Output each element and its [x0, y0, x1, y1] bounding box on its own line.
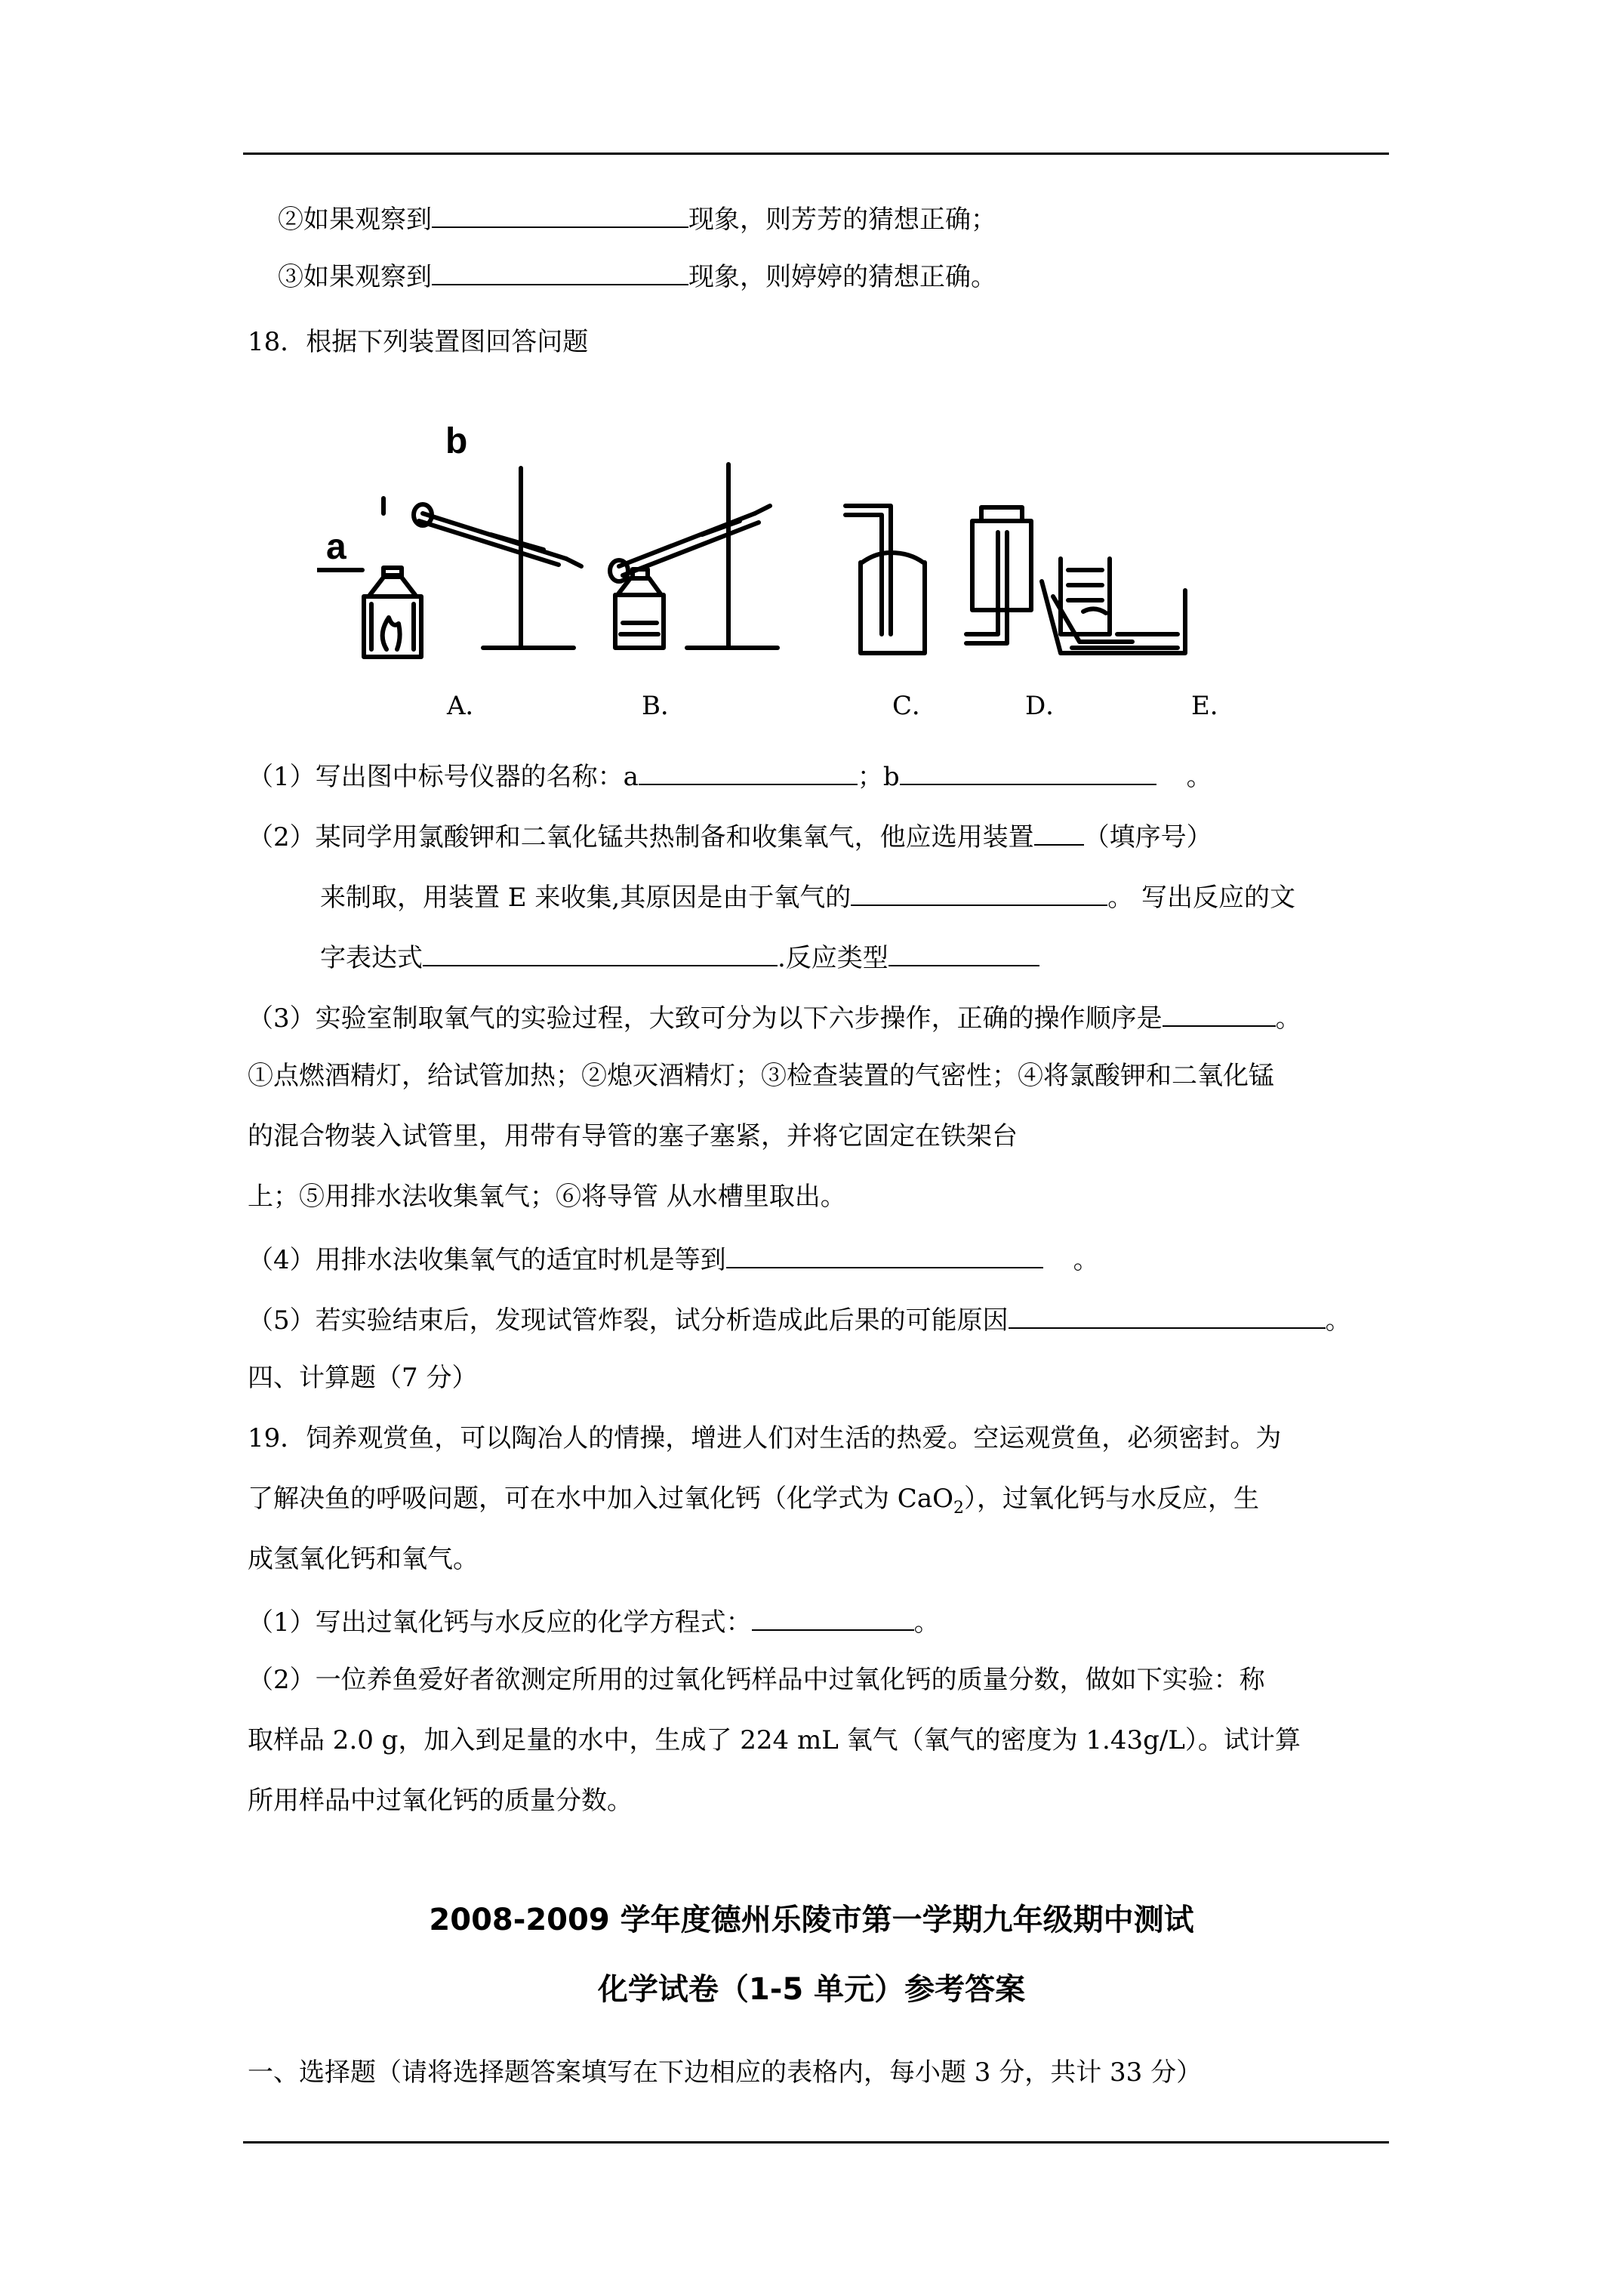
answer-blank[interactable]: [851, 877, 1107, 906]
apparatus-figure: [317, 408, 1329, 680]
q18-part-4: （4）用排水法收集氧气的适宜时机是等到 。: [248, 1240, 1099, 1274]
answer-blank[interactable]: [900, 757, 1156, 785]
label-C: C．: [892, 691, 938, 721]
q19-part-1: （1）写出过氧化钙与水反应的化学方程式： 。: [248, 1602, 940, 1637]
label-b: b: [445, 421, 468, 461]
q18-part-2-line-3: 字表达式 .反应类型: [320, 938, 1039, 972]
apparatus-c: [845, 506, 925, 653]
q18-part-2-line-1: （2）某同学用氯酸钾和二氧化锰共热制备和收集氧气，他应选用装置 （填序号）: [248, 817, 1212, 852]
q19-line-2: 了解决鱼的呼吸问题，可在水中加入过氧化钙（化学式为 CaO$_2$），过氧化钙与水反应，生: [248, 1484, 1259, 1518]
label-D: D．: [1025, 691, 1072, 721]
answer-blank[interactable]: [432, 199, 688, 228]
apparatus-a: [317, 468, 581, 657]
q18-part-3-line-3: 的混合物装入试管里，用带有导管的塞子塞紧，并将它固定在铁架台: [248, 1121, 1018, 1151]
apparatus-b: [610, 464, 778, 648]
answer-blank[interactable]: [432, 257, 688, 285]
q18-heading: 18．根据下列装置图回答问题: [248, 327, 589, 357]
q18-part-3-line-1: （3）实验室制取氧气的实验过程，大致可分为以下六步操作，正确的操作顺序是 。: [248, 998, 1301, 1033]
q19-line-3: 成氢氧化钙和氧气。: [248, 1544, 479, 1574]
q19-part-2-line-1: （2）一位养鱼爱好者欲测定所用的过氧化钙样品中过氧化钙的质量分数，做如下实验：称: [248, 1665, 1265, 1695]
label-B: B．: [642, 691, 686, 721]
q17-line-2: ②如果观察到 现象，则芳芳的猜想正确；: [278, 199, 996, 234]
q18-part-1: （1）写出图中标号仪器的名称：a ；b 。: [248, 757, 1212, 791]
label-E: E．: [1191, 691, 1236, 721]
answer-blank[interactable]: [639, 757, 858, 785]
q18-part-5: （5）若实验结束后，发现试管炸裂，试分析造成此后果的可能原因 。: [248, 1300, 1351, 1335]
apparatus-e: [1042, 559, 1185, 653]
q19-part-2-line-3: 所用样品中过氧化钙的质量分数。: [248, 1786, 633, 1816]
answer-title-1: 2008-2009 学年度德州乐陵市第一学期九年级期中测试: [429, 1903, 1194, 1937]
apparatus-d: [966, 507, 1031, 643]
answer-section-1: 一、选择题（请将选择题答案填写在下边相应的表格内，每小题 3 分，共计 33 分）: [248, 2057, 1203, 2088]
answer-blank[interactable]: [1163, 998, 1276, 1027]
q19-line-1: 19．饲养观赏鱼，可以陶冶人的情操，增进人们对生活的热爱。空运观赏鱼，必须密封。为: [248, 1423, 1282, 1453]
q18-part-2-line-2: 来制取，用装置 E 来收集,其原因是由于氧气的 。 写出反应的文: [320, 877, 1295, 912]
label-A: A．: [447, 691, 491, 721]
top-rule: [243, 153, 1389, 155]
q19-part-2-line-2: 取样品 2.0 g，加入到足量的水中，生成了 224 mL 氧气（氧气的密度为 1.43g/L）。试计算: [248, 1725, 1301, 1755]
answer-title-2: 化学试卷（1-5 单元）参考答案: [597, 1972, 1026, 2007]
answer-blank[interactable]: [888, 938, 1039, 966]
section-4-heading: 四、计算题（7 分）: [248, 1363, 478, 1393]
q18-part-3-line-4: 上；⑤用排水法收集氧气；⑥将导管 从水槽里取出。: [248, 1182, 846, 1212]
q17-line-3: ③如果观察到 现象，则婷婷的猜想正确。: [278, 257, 996, 291]
q18-part-3-line-2: ①点燃酒精灯，给试管加热；②熄灭酒精灯；③检查装置的气密性；④将氯酸钾和二氧化锰: [248, 1061, 1274, 1091]
answer-blank[interactable]: [423, 938, 778, 966]
bottom-rule: [243, 2141, 1389, 2143]
answer-blank[interactable]: [1034, 817, 1084, 846]
answer-blank[interactable]: [1009, 1300, 1326, 1329]
answer-blank[interactable]: [752, 1602, 914, 1631]
answer-blank[interactable]: [726, 1240, 1043, 1268]
label-a: a: [326, 527, 346, 567]
